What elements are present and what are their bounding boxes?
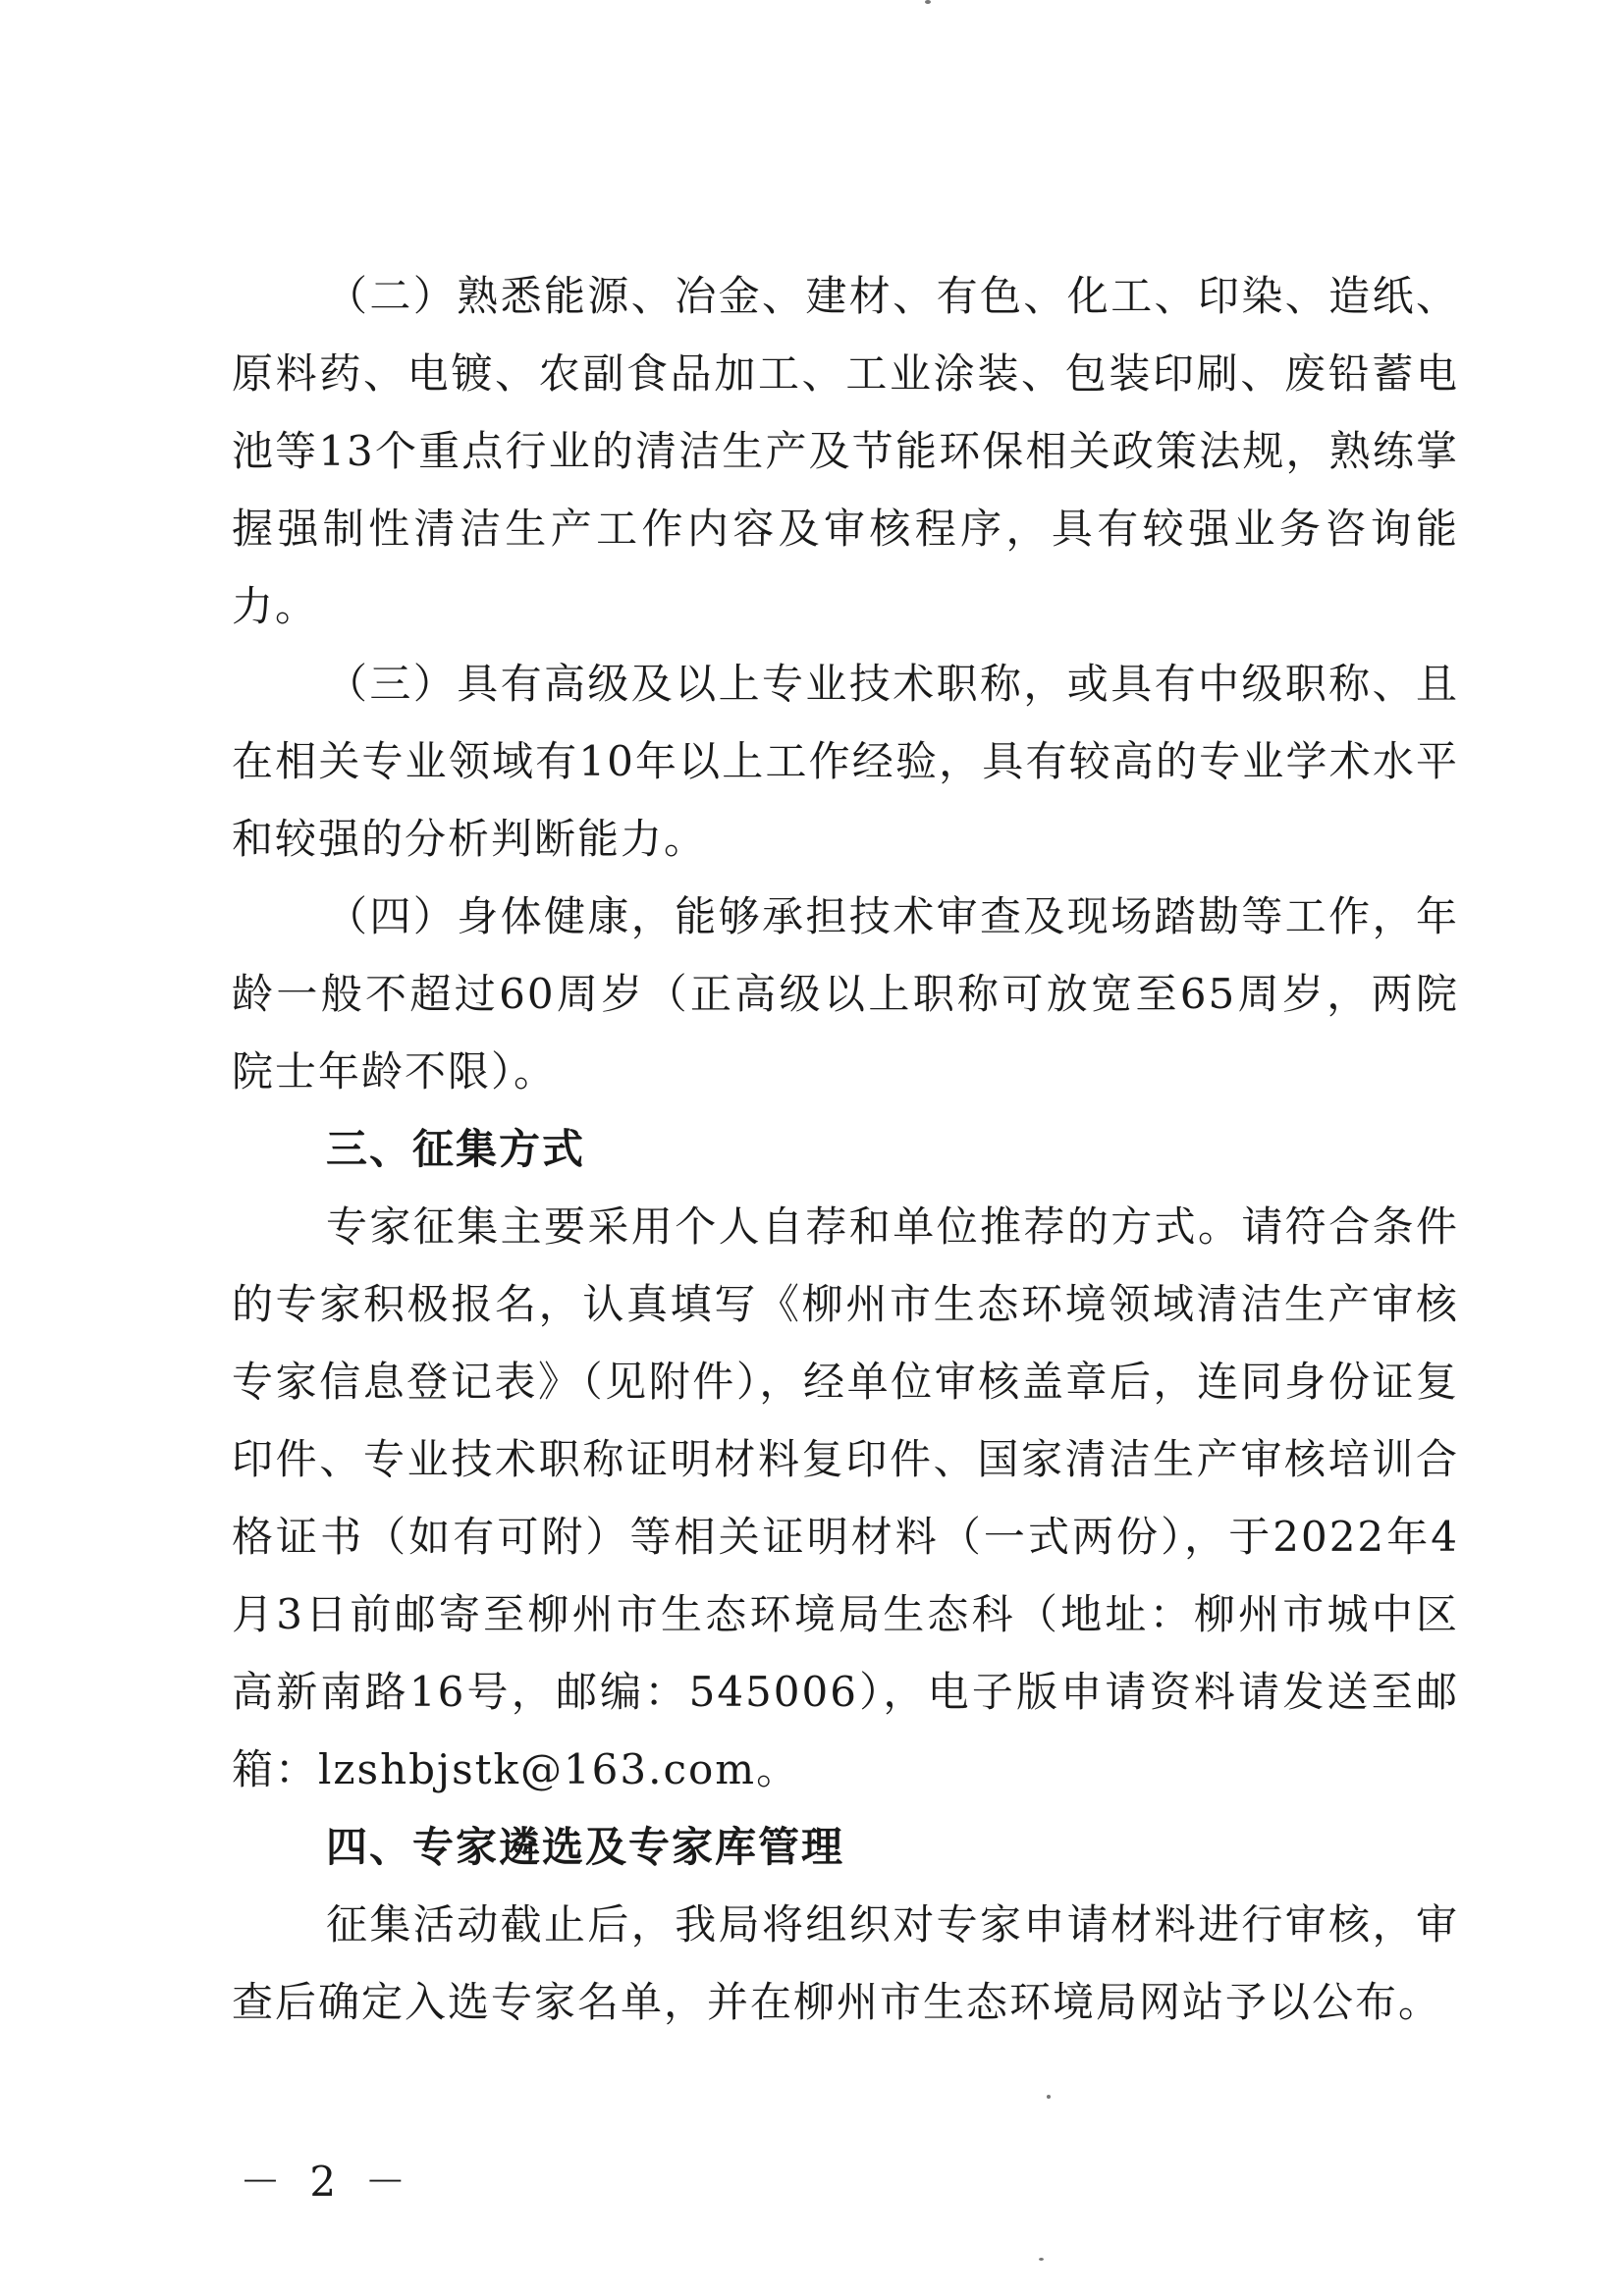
section-heading-collection-method: 三、征集方式	[326, 1125, 586, 1173]
paragraph-requirement-3: （三）具有高级及以上专业技术职称，或具有中级职称、且在相关专业领域有10年以上工作经验，具有较高的专业学术水平和较强的分析判断能力。	[232, 660, 1459, 863]
scan-speck	[1047, 2095, 1051, 2099]
document-body	[232, 257, 1459, 2041]
section-heading-expert-selection: 四、专家遴选及专家库管理	[326, 1823, 845, 1871]
paragraph-requirement-2: （二）熟悉能源、冶金、建材、有色、化工、印染、造纸、原料药、电镀、农副食品加工、工业涂装、包装印刷、废铅蓄电池等13个重点行业的清洁生产及节能环保相关政策法规，熟练掌握强制性清洁生产工作内容及审核程序，具有较强业务咨询能力。	[232, 272, 1459, 630]
scan-speck	[925, 0, 931, 4]
paragraph-collection-method: 专家征集主要采用个人自荐和单位推荐的方式。请符合条件的专家积极报名，认真填写《柳州市生态环境领域清洁生产审核专家信息登记表》（见附件），经单位审核盖章后，连同身份证复印件、专业技术职称证明材料复印件、国家清洁生产审核培训合格证书（如有可附）等相关证明材料（一式两份），于2022年4月3日前邮寄至柳州市生态环境局生态科（地址：柳州市城中区高新南路16号，邮编：545006），电子版申请资料请发送至邮箱：lzshbjstk@163.com。	[232, 1202, 1459, 1793]
paragraph-expert-selection: 征集活动截止后，我局将组织对专家申请材料进行审核，审查后确定入选专家名单，并在柳州市生态环境局网站予以公布。	[232, 1900, 1459, 2026]
paragraph-requirement-4: （四）身体健康，能够承担技术审查及现场踏勘等工作，年龄一般不超过60周岁（正高级以上职称可放宽至65周岁，两院院士年龄不限）。	[232, 892, 1459, 1095]
page-number: － 2 －	[240, 2158, 414, 2206]
scan-speck	[1039, 2258, 1044, 2261]
